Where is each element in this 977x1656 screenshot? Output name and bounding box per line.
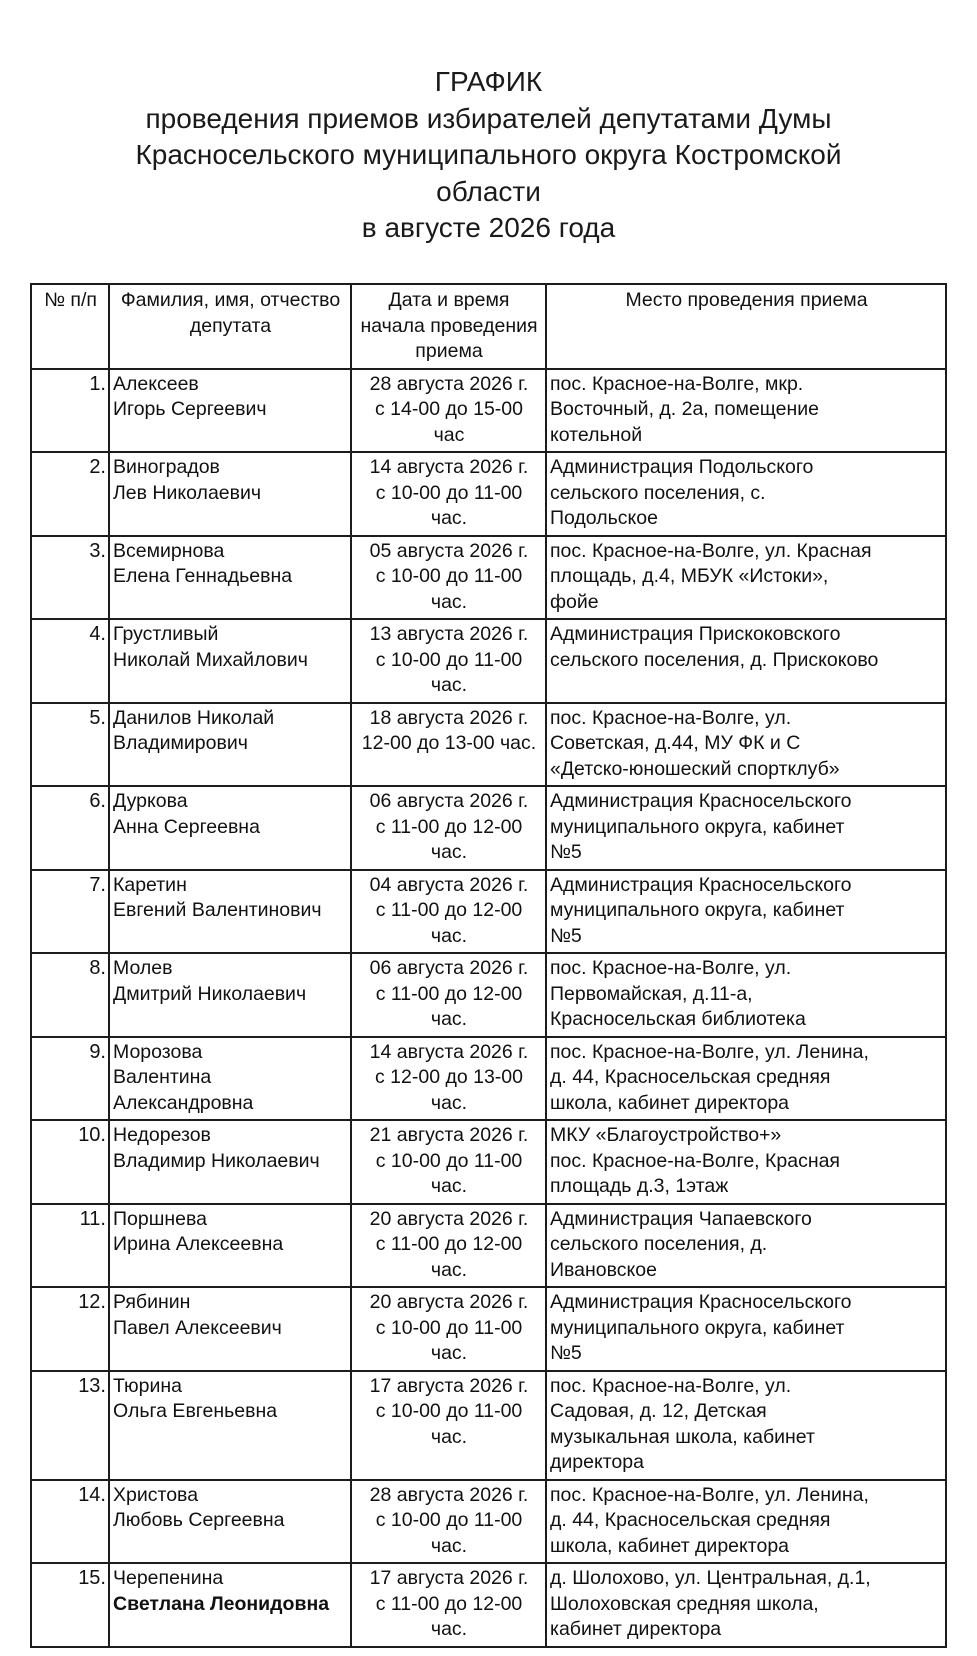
reception-place-line: Ивановское	[550, 1258, 657, 1281]
deputy-name	[109, 703, 351, 787]
table-row	[31, 1287, 946, 1371]
row-number: 7.	[31, 870, 109, 954]
reception-place-line: пос. Красное-на-Волге, ул. Красная	[550, 539, 872, 562]
deputy-name-line: Александровна	[113, 1091, 254, 1114]
table-row	[31, 369, 946, 453]
row-number: 15.	[31, 1563, 109, 1647]
reception-place	[546, 870, 946, 954]
deputy-name	[109, 1371, 351, 1480]
deputy-name	[109, 1120, 351, 1204]
reception-datetime-line: с 14-00 до 15-00	[375, 398, 523, 420]
row-number: 1.	[31, 369, 109, 453]
reception-datetime-line: час.	[430, 507, 468, 529]
reception-datetime-line: час.	[430, 924, 468, 947]
deputy-name-line: Виноградов	[113, 456, 220, 478]
header-place-label: Место проведения приема	[625, 289, 868, 311]
header-date-time-line-3: приема	[415, 340, 483, 362]
reception-datetime-line: 17 августа 2026 г.	[369, 1567, 529, 1589]
reception-place-line: д. 44, Красносельская средняя	[550, 1066, 831, 1088]
reception-datetime-line: 20 августа 2026 г.	[369, 1207, 529, 1230]
header-number-label: № п/п	[44, 289, 97, 311]
reception-datetime	[351, 452, 546, 536]
reception-place-line: муниципального округа, кабинет	[550, 1316, 845, 1339]
deputy-name-line: Рябинин	[113, 1291, 191, 1313]
header-number	[31, 284, 109, 369]
reception-place-line: №5	[550, 924, 582, 947]
reception-place-line: Садовая, д. 12, Детская	[550, 1400, 767, 1422]
reception-place-line: Красносельская библиотека	[550, 1008, 806, 1030]
reception-place-line: Администрация Красносельского	[550, 873, 852, 896]
deputy-name-line: Морозова	[113, 1040, 203, 1063]
deputy-name	[109, 1563, 351, 1647]
table-row	[31, 536, 946, 620]
reception-datetime-line: час.	[430, 1425, 468, 1448]
reception-place-line: кабинет директора	[550, 1618, 722, 1640]
table-row	[31, 786, 946, 870]
reception-datetime-line: 28 августа 2026 г.	[369, 372, 529, 395]
table-row	[31, 1204, 946, 1288]
deputy-name-line: Игорь Сергеевич	[113, 398, 267, 420]
table-row	[31, 1037, 946, 1121]
reception-datetime-line: с 11-00 до 12-00	[375, 982, 523, 1005]
reception-place-line: котельной	[550, 423, 643, 446]
reception-datetime-line: с 10-00 до 11-00	[375, 1509, 523, 1531]
reception-datetime-line: с 11-00 до 12-00	[375, 899, 523, 921]
reception-datetime	[351, 1120, 546, 1204]
deputy-name-line: Владимирович	[113, 732, 248, 754]
row-number: 3.	[31, 536, 109, 620]
table-row	[31, 953, 946, 1037]
reception-place	[546, 369, 946, 453]
header-place	[546, 284, 946, 369]
row-number: 13.	[31, 1371, 109, 1480]
title-subheading-line-3: области	[436, 175, 541, 207]
reception-place-line: Первомайская, д.11-а,	[550, 982, 753, 1005]
deputy-name-line: Ирина Алексеевна	[113, 1233, 284, 1255]
deputy-name-line: Евгений Валентинович	[113, 899, 322, 921]
row-number: 12.	[31, 1287, 109, 1371]
reception-datetime	[351, 786, 546, 870]
reception-datetime-line: 17 августа 2026 г.	[369, 1374, 529, 1397]
reception-place-line: музыкальная школа, кабинет	[550, 1425, 815, 1448]
table-row	[31, 703, 946, 787]
header-date-time-line-1: Дата и время	[388, 289, 510, 311]
deputy-name-line: Светлана Леонидовна	[113, 1592, 330, 1615]
deputy-name-line: Черепенина	[113, 1567, 224, 1589]
document-title	[0, 64, 977, 247]
deputy-name	[109, 369, 351, 453]
reception-place	[546, 953, 946, 1037]
reception-datetime	[351, 1371, 546, 1480]
reception-place-line: школа, кабинет директора	[550, 1091, 790, 1114]
reception-place	[546, 619, 946, 703]
reception-datetime-line: с 11-00 до 12-00	[375, 1592, 523, 1615]
title-subheading-line-1: проведения приемов избирателей депутатами Думы	[145, 102, 832, 134]
reception-datetime-line: 05 августа 2026 г.	[369, 539, 529, 562]
reception-place-line: д. 44, Красносельская средняя	[550, 1509, 831, 1531]
reception-place-line: Шолоховская средняя школа,	[550, 1592, 819, 1615]
table-row	[31, 1480, 946, 1564]
reception-place-line: муниципального округа, кабинет	[550, 815, 845, 838]
header-date-time	[351, 284, 546, 369]
reception-place-line: сельского поселения, д. Прискоково	[550, 648, 879, 671]
reception-datetime	[351, 953, 546, 1037]
row-number: 9.	[31, 1037, 109, 1121]
reception-datetime-line: час.	[430, 1175, 468, 1197]
deputy-name	[109, 536, 351, 620]
reception-place-line: пос. Красное-на-Волге, ул.	[550, 1374, 792, 1397]
reception-datetime	[351, 1037, 546, 1121]
reception-place	[546, 1037, 946, 1121]
reception-place-line: Администрация Подольского	[550, 456, 814, 478]
reception-place-line: Администрация Красносельского	[550, 1291, 852, 1313]
deputy-name-line: Грустливый	[113, 623, 219, 645]
reception-datetime-line: с 10-00 до 11-00	[375, 1316, 523, 1339]
reception-datetime-line: 04 августа 2026 г.	[369, 873, 529, 896]
reception-datetime-line: с 11-00 до 12-00	[375, 815, 523, 838]
table-row	[31, 452, 946, 536]
reception-datetime-line: час.	[430, 1008, 468, 1030]
reception-datetime-line: с 10-00 до 11-00	[375, 565, 523, 587]
reception-datetime	[351, 619, 546, 703]
row-number: 11.	[31, 1204, 109, 1288]
reception-datetime	[351, 1287, 546, 1371]
row-number: 4.	[31, 619, 109, 703]
deputy-name-line: Дуркова	[113, 790, 188, 812]
reception-place-line: д. Шолохово, ул. Центральная, д.1,	[550, 1567, 871, 1589]
reception-place-line: площадь, д.4, МБУК «Истоки»,	[550, 565, 829, 587]
deputy-name-line: Валентина	[113, 1066, 212, 1088]
table-row	[31, 1120, 946, 1204]
reception-place-line: МКУ «Благоустройство+»	[550, 1124, 782, 1146]
deputy-name	[109, 619, 351, 703]
deputy-name-line: Елена Геннадьевна	[113, 565, 293, 587]
deputy-name-line: Недорезов	[113, 1124, 211, 1146]
reception-datetime-line: с 10-00 до 11-00	[375, 648, 523, 671]
reception-datetime-line: 21 августа 2026 г.	[369, 1124, 529, 1146]
header-deputy-name	[109, 284, 351, 369]
reception-place	[546, 1371, 946, 1480]
reception-datetime-line: час.	[430, 590, 468, 613]
header-deputy-name-line-2: депутата	[189, 314, 272, 337]
reception-place	[546, 1120, 946, 1204]
reception-place-line: Восточный, д. 2а, помещение	[550, 398, 819, 420]
row-number: 14.	[31, 1480, 109, 1564]
reception-place	[546, 703, 946, 787]
reception-place-line: «Детско-юношеский спортклуб»	[550, 757, 840, 780]
reception-datetime-line: час.	[430, 1342, 468, 1364]
reception-datetime-line: с 10-00 до 11-00	[375, 1149, 523, 1172]
reception-datetime-line: 13 августа 2026 г.	[369, 623, 529, 645]
deputy-name	[109, 953, 351, 1037]
reception-place-line: пос. Красное-на-Волге, ул.	[550, 957, 792, 979]
deputy-name-line: Данилов Николай	[113, 706, 275, 729]
reception-datetime-line: 14 августа 2026 г.	[369, 456, 529, 478]
reception-datetime	[351, 870, 546, 954]
row-number: 2.	[31, 452, 109, 536]
reception-place	[546, 536, 946, 620]
deputy-name-line: Ольга Евгеньевна	[113, 1400, 278, 1422]
reception-datetime-line: 06 августа 2026 г.	[369, 957, 529, 979]
reception-datetime-line: час	[433, 423, 465, 446]
reception-place-line: фойе	[550, 590, 599, 613]
reception-place-line: пос. Красное-на-Волге, ул. Ленина,	[550, 1483, 869, 1506]
table-header-row	[31, 284, 946, 369]
reception-place	[546, 1287, 946, 1371]
reception-place-line: №5	[550, 841, 582, 863]
deputy-name-line: Владимир Николаевич	[113, 1149, 320, 1172]
table-row	[31, 1563, 946, 1647]
deputy-name	[109, 1204, 351, 1288]
reception-place-line: №5	[550, 1342, 582, 1364]
header-date-time-line-2: начала проведения	[360, 314, 538, 337]
title-subheading-line-4: в августе 2026 года	[361, 212, 616, 243]
reception-datetime	[351, 369, 546, 453]
row-number: 8.	[31, 953, 109, 1037]
deputy-name-line: Анна Сергеевна	[113, 815, 260, 838]
reception-place-line: Подольское	[550, 507, 658, 529]
reception-place-line: школа, кабинет директора	[550, 1534, 790, 1557]
title-subheading-line-2: Красносельского муниципального округа Костромской	[135, 139, 842, 170]
row-number: 5.	[31, 703, 109, 787]
deputy-name-line: Любовь Сергеевна	[113, 1509, 285, 1531]
deputy-name	[109, 870, 351, 954]
reception-place-line: сельского поселения, с.	[550, 481, 766, 504]
deputy-name	[109, 1480, 351, 1564]
deputy-name-line: Всемирнова	[113, 539, 225, 562]
reception-place-line: Администрация Чапаевского	[550, 1207, 812, 1230]
table-body	[31, 369, 946, 1647]
reception-datetime-line: час.	[430, 1534, 468, 1557]
title-heading: ГРАФИК	[434, 66, 543, 97]
reception-place-line: Советская, д.44, МУ ФК и С	[550, 732, 801, 754]
reception-datetime-line: с 10-00 до 11-00	[375, 1400, 523, 1422]
reception-place-line: пос. Красное-на-Волге, ул.	[550, 706, 792, 729]
reception-place-line: пос. Красное-на-Волге, Красная	[550, 1149, 840, 1172]
deputy-name-line: Тюрина	[113, 1374, 183, 1397]
reception-datetime-line: 06 августа 2026 г.	[369, 790, 529, 812]
deputy-name	[109, 1287, 351, 1371]
row-number: 6.	[31, 786, 109, 870]
reception-datetime-line: с 11-00 до 12-00	[375, 1233, 523, 1255]
deputy-name-line: Николай Михайлович	[113, 648, 308, 671]
reception-datetime-line: час.	[430, 841, 468, 863]
reception-datetime	[351, 703, 546, 787]
reception-datetime-line: 12-00 до 13-00 час.	[361, 732, 537, 754]
reception-place-line: пос. Красное-на-Волге, мкр.	[550, 372, 804, 395]
reception-datetime-line: с 10-00 до 11-00	[375, 481, 523, 504]
reception-datetime-line: 18 августа 2026 г.	[369, 706, 529, 729]
reception-datetime-line: с 12-00 до 13-00	[375, 1066, 523, 1088]
reception-place-line: Администрация Прискоковского	[550, 623, 841, 645]
reception-datetime-line: 28 августа 2026 г.	[369, 1483, 529, 1506]
reception-datetime	[351, 536, 546, 620]
deputy-name	[109, 452, 351, 536]
table-row	[31, 1371, 946, 1480]
reception-place	[546, 1480, 946, 1564]
reception-datetime-line: 14 августа 2026 г.	[369, 1040, 529, 1063]
deputy-name-line: Поршнева	[113, 1207, 207, 1230]
reception-datetime	[351, 1480, 546, 1564]
deputy-name-line: Алексеев	[113, 372, 199, 395]
deputy-name-line: Дмитрий Николаевич	[113, 982, 307, 1005]
deputy-name-line: Павел Алексеевич	[113, 1316, 282, 1339]
reception-place-line: муниципального округа, кабинет	[550, 899, 845, 921]
reception-datetime	[351, 1563, 546, 1647]
reception-place-line: директора	[550, 1451, 644, 1473]
reception-place-line: площадь д.3, 1этаж	[550, 1175, 729, 1197]
reception-place	[546, 786, 946, 870]
table-row	[31, 619, 946, 703]
deputy-name-line: Христова	[113, 1483, 199, 1506]
deputy-name	[109, 1037, 351, 1121]
reception-place	[546, 452, 946, 536]
deputy-name-line: Молев	[113, 957, 173, 979]
reception-datetime-line: час.	[430, 1091, 468, 1114]
reception-place-line: сельского поселения, д.	[550, 1233, 768, 1255]
reception-datetime-line: час.	[430, 1618, 468, 1640]
reception-datetime-line: час.	[430, 1258, 468, 1281]
table-row	[31, 870, 946, 954]
reception-place-line: пос. Красное-на-Волге, ул. Ленина,	[550, 1040, 869, 1063]
reception-place	[546, 1204, 946, 1288]
schedule-table	[30, 283, 947, 1648]
reception-datetime-line: 20 августа 2026 г.	[369, 1291, 529, 1313]
reception-place	[546, 1563, 946, 1647]
reception-datetime-line: час.	[430, 674, 468, 696]
deputy-name-line: Лев Николаевич	[113, 481, 262, 504]
row-number: 10.	[31, 1120, 109, 1204]
reception-place-line: Администрация Красносельского	[550, 790, 852, 812]
deputy-name-line: Каретин	[113, 873, 187, 896]
reception-datetime	[351, 1204, 546, 1288]
header-deputy-name-line-1: Фамилия, имя, отчество	[120, 289, 341, 311]
deputy-name	[109, 786, 351, 870]
